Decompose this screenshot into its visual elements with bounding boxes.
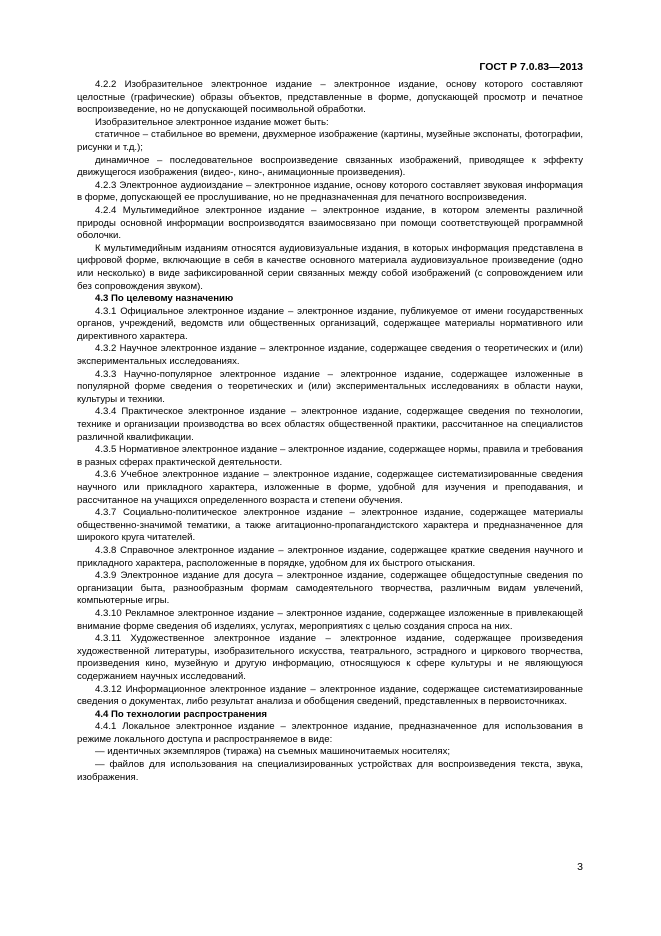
paragraph-4-3-3: 4.3.3 Научно-популярное электронное издание – электронное издание, содержащее изложенные в популярной форме сведения о теоретических и (или) экспериментальных исследованиях в области науки, культуры и техники. (77, 368, 583, 405)
paragraph-multimedia: К мультимедийным изданиям относятся аудиовизуальные издания, в которых информация представлена в цифровой форме, включающие в себя в качестве основного материала аудиовизуальное произведение (одно или несколько) в виде зафиксированной серии связанных между собой изображений (с сопровождением или без сопровождения звуком). (77, 242, 583, 292)
section-heading-4-4: 4.4 По технологии распространения (95, 708, 267, 720)
list-item-files: — файлов для использования на специализированных устройствах для воспроизведения текста, звука, изображения. (77, 759, 583, 783)
section-heading-4-3: 4.3 По целевому назначению (95, 293, 234, 305)
paragraph-4-3-5: 4.3.5 Нормативное электронное издание – электронное издание, содержащее нормы, правила и требования в разных сферах практической деятельности. (77, 444, 583, 468)
paragraph-4-3-11: 4.3.11 Художественное электронное издание – электронное издание, содержащее произведения художественной литературы, изобразительного искусства, театрального, эстрадного и циркового творчества, произведения кино, музейную и другую информацию, относящуюся к сфере культуры и не являющуюся содержанием научных исследований. (77, 633, 583, 682)
paragraph-4-3-6: 4.3.6 Учебное электронное издание – электронное издание, содержащее систематизированные сведения научного или прикладного характера, изложенные в форме, удобной для изучения и преподавания, и рассчитанное на учащихся определенного возраста и степени обучения. (77, 469, 583, 506)
paragraph-4-3-2: 4.3.2 Научное электронное издание – электронное издание, содержащее сведения о теоретических и (или) экспериментальных исследованиях. (77, 343, 583, 368)
paragraph-intro-types: Изобразительное электронное издание может быть: (95, 116, 329, 128)
paragraph-4-3-12: 4.3.12 Информационное электронное издание – электронное издание, содержащее систематизированные сведения о документах, либо результат анализа и обобщения сведений, представленных в первоисточниках. (77, 683, 583, 708)
paragraph-4-4-1: 4.4.1 Локальное электронное издание – электронное издание, предназначенное для использования в режиме локального доступа и распространяемое в виде: (77, 721, 583, 745)
paragraph-4-3-1: 4.3.1 Официальное электронное издание – электронное издание, публикуемое от имени государственных органов, учреждений, ведомств или общественных организаций, содержащее материалы нормативного или директивного характера. (77, 305, 583, 342)
paragraph-4-2-3: 4.2.3 Электронное аудиоиздание – электронное издание, основу которого составляет звуковая информация в форме, допускающей ее прослушивание, но не предназначенная для печатного воспроизведения. (77, 179, 583, 204)
standard-designation: ГОСТ Р 7.0.83—2013 (479, 61, 583, 73)
paragraph-4-3-7: 4.3.7 Социально-политическое электронное издание – электронное издание, содержащее материалы общественно-значимой тематики, а также агитационно-пропагандистского характера и предназначенное для широкого круга читателей. (77, 507, 583, 544)
paragraph-4-2-2: 4.2.2 Изобразительное электронное издание – электронное издание, основу которого составляют целостные (графические) образы объектов, представленные в форме, допускающей просмотр и печатное воспроизведение, но не допускающей посимвольной обработки. (77, 79, 583, 116)
page-number: 3 (577, 861, 583, 873)
paragraph-4-2-4: 4.2.4 Мультимедийное электронное издание – электронное издание, в котором элементы различной природы основной информации воспроизводятся взаимосвязано при помощи соответствующей программной оболочки. (77, 204, 583, 242)
paragraph-4-3-8: 4.3.8 Справочное электронное издание – электронное издание, содержащее краткие сведения научного и прикладного характера, расположенные в порядке, удобном для их быстрого отыскания. (77, 544, 583, 569)
paragraph-4-3-10: 4.3.10 Рекламное электронное издание – электронное издание, содержащее изложенные в привлекающей внимание форме сведения об изделиях, услугах, мероприятиях с целью создания спроса на них. (77, 607, 583, 632)
paragraph-4-3-9: 4.3.9 Электронное издание для досуга – электронное издание, содержащее общедоступные сведения по организации быта, разнообразным формам самодеятельного творчества, различным видам увлечений, компьютерные игры. (77, 570, 583, 607)
paragraph-4-3-4: 4.3.4 Практическое электронное издание – электронное издание, содержащее сведения по технологии, технике и организации производства во всех областях общественной практики, рассчитанное на специалистов различной квалификации. (77, 406, 583, 443)
document-body (77, 79, 583, 784)
list-item-removable-media: — идентичных экземпляров (тиража) на съемных машиночитаемых носителях; (95, 746, 451, 758)
paragraph-static: статичное – стабильное во времени, двухмерное изображение (картины, музейные экспонаты, фотографии, рисунки и т.д.); (77, 129, 583, 153)
paragraph-dynamic: динамичное – последовательное воспроизведение связанных изображений, приводящее к эффекту движущегося изображения (видео-, кино-, анимационные произведения). (77, 154, 583, 179)
